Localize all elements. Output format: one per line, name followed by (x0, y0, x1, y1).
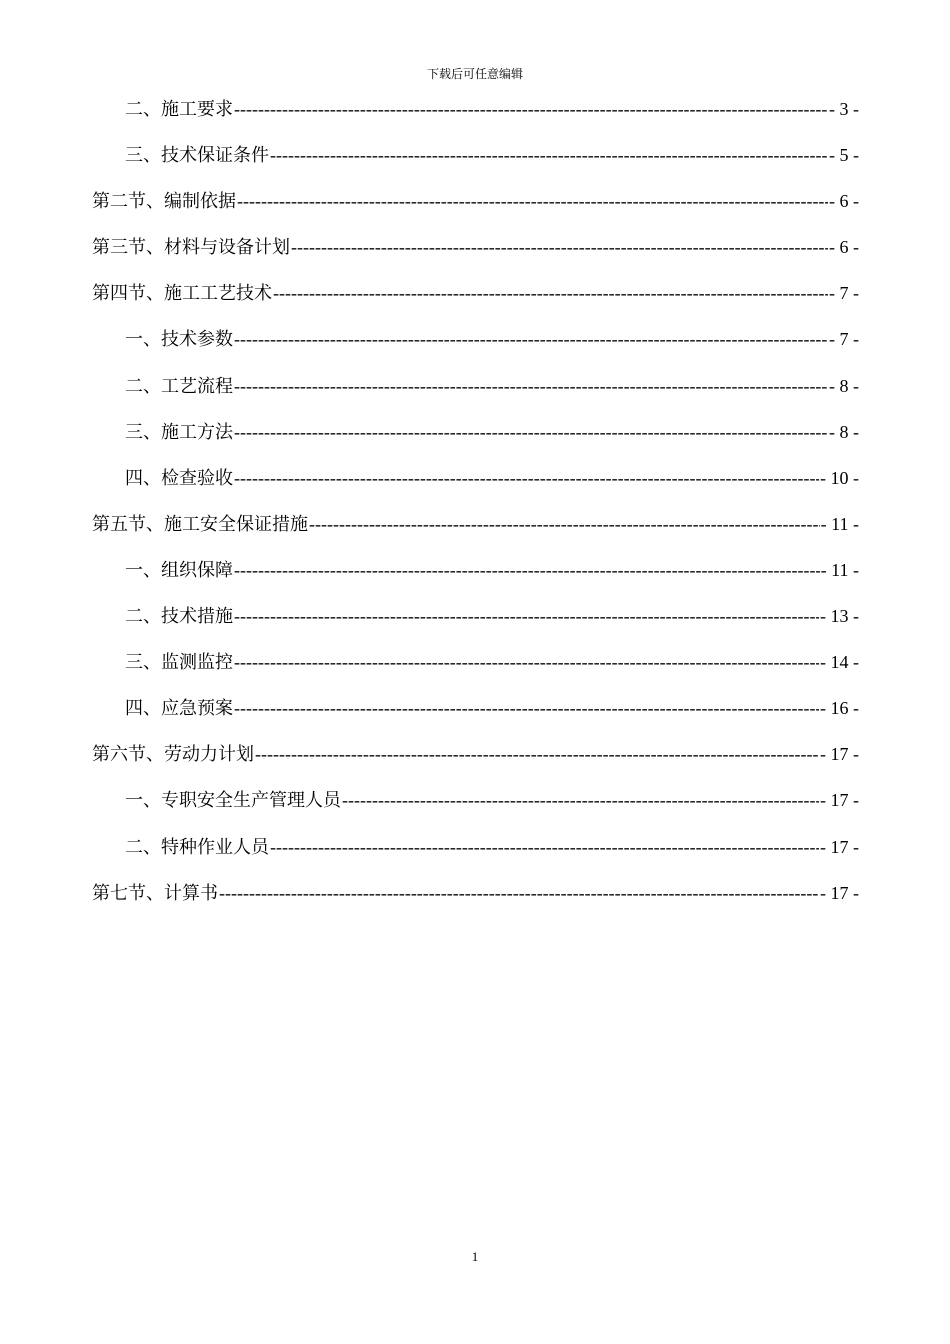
toc-entry-title: 第七节、计算书 (92, 882, 218, 903)
toc-entry-page: - 11 - (820, 513, 859, 534)
toc-entry-title: 四、检查验收 (125, 467, 233, 488)
toc-entry[interactable] (92, 233, 859, 279)
toc-dot-leader (237, 187, 828, 215)
toc-entry-page: - 10 - (820, 467, 859, 488)
toc-entry-page: - 17 - (820, 882, 859, 903)
toc-dot-leader (219, 879, 819, 907)
toc-entry-title: 二、工艺流程 (125, 375, 233, 396)
toc-entry[interactable] (92, 279, 859, 325)
toc-entry-page: - 3 - (829, 99, 859, 119)
toc-entry-page: - 17 - (820, 790, 859, 811)
toc-entry[interactable] (92, 510, 859, 556)
toc-dot-leader (234, 418, 828, 446)
toc-entry-page: - 7 - (829, 283, 859, 304)
toc-entry-page: - 6 - (829, 191, 859, 212)
toc-dot-leader (309, 510, 820, 538)
toc-entry-title: 一、技术参数 (125, 329, 233, 350)
toc-entry-page: - 11 - (820, 559, 859, 580)
toc-entry-title: 一、组织保障 (125, 559, 233, 580)
toc-entry-page: - 17 - (820, 744, 859, 765)
toc-entry-title: 二、施工要求 (125, 99, 233, 119)
toc-entry[interactable] (92, 464, 859, 510)
toc-entry-page: - 17 - (820, 836, 859, 857)
toc-dot-leader (234, 325, 828, 353)
toc-entry[interactable] (92, 187, 859, 233)
toc-entry[interactable] (92, 372, 859, 418)
toc-entry-title: 第二节、编制依据 (92, 191, 236, 212)
toc-entry[interactable] (92, 556, 859, 602)
toc-entry[interactable] (92, 786, 859, 832)
toc-entry[interactable] (92, 833, 859, 879)
toc-entry-title: 第五节、施工安全保证措施 (92, 513, 308, 534)
toc-entry-page: - 8 - (829, 421, 859, 442)
toc-entry[interactable] (92, 740, 859, 786)
toc-entry[interactable] (92, 95, 859, 141)
toc-entry[interactable] (92, 648, 859, 694)
toc-entry[interactable] (92, 141, 859, 187)
toc-dot-leader (234, 602, 819, 630)
toc-entry[interactable] (92, 879, 859, 925)
table-of-contents (92, 95, 859, 925)
toc-entry-page: - 13 - (820, 606, 859, 627)
toc-entry-title: 第三节、材料与设备计划 (92, 237, 290, 258)
toc-entry[interactable] (92, 602, 859, 648)
toc-dot-leader (234, 372, 828, 400)
toc-dot-leader (234, 464, 819, 492)
page-number: 1 (471, 1249, 479, 1264)
toc-dot-leader (234, 95, 828, 123)
toc-dot-leader (234, 556, 820, 584)
toc-entry[interactable] (92, 694, 859, 740)
toc-entry-title: 第六节、劳动力计划 (92, 744, 254, 765)
toc-entry[interactable] (92, 418, 859, 464)
toc-dot-leader (234, 694, 819, 722)
toc-entry-title: 三、监测监控 (125, 652, 233, 673)
toc-entry-page: - 5 - (829, 145, 859, 166)
toc-entry-page: - 8 - (829, 375, 859, 396)
toc-entry-title: 第四节、施工工艺技术 (92, 283, 272, 304)
toc-dot-leader (342, 786, 819, 814)
toc-entry-title: 四、应急预案 (125, 698, 233, 719)
toc-entry-title: 二、技术措施 (125, 606, 233, 627)
toc-dot-leader (270, 141, 828, 169)
toc-entry-page: - 6 - (829, 237, 859, 258)
toc-entry-title: 三、技术保证条件 (125, 145, 269, 166)
toc-entry-title: 二、特种作业人员 (125, 836, 269, 857)
toc-dot-leader (255, 740, 819, 768)
toc-dot-leader (273, 279, 828, 307)
toc-entry-page: - 16 - (820, 698, 859, 719)
page-header: 下载后可任意编辑 (426, 67, 523, 81)
toc-dot-leader (234, 648, 819, 676)
toc-entry[interactable] (92, 325, 859, 371)
toc-entry-page: - 7 - (829, 329, 859, 350)
toc-entry-title: 三、施工方法 (125, 421, 233, 442)
toc-entry-title: 一、专职安全生产管理人员 (125, 790, 341, 811)
toc-dot-leader (270, 833, 819, 861)
toc-entry-page: - 14 - (820, 652, 859, 673)
toc-dot-leader (291, 233, 828, 261)
